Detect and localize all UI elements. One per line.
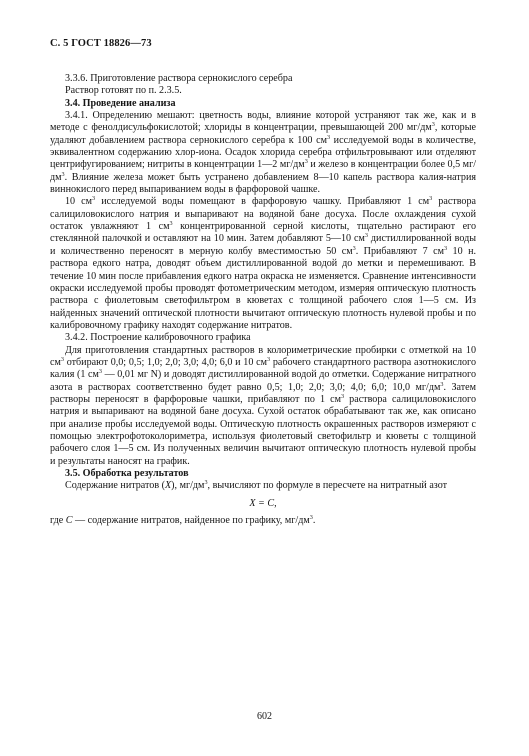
formula: X = C, <box>249 497 277 509</box>
paragraph: 3.4.1. Определению мешают: цветность воды, влияние которой устраняют так же, как и в методе с фенолдисульфокислотой; хлориды в концентрации, превышающей 200 $мг/дм^3$, которые удаляют добавлением раствора сернокислого серебра к 100 $см^3$ исследуемой воды в количестве, эквивалентном содержанию хлор-иона. Осадок хлорида серебра отфильтровывают или отделяют центрифугированием; нитриты в концентрации 1—2 $мг/дм^3$ и железо в концентрации более 0,5 $мг/дм^3$. Влияние железа может быть устранено добавлением 8—10 капель раствора калия-натрия виннокислого перед выпариванием воды в фарфоровой чашке. <box>50 110 477 196</box>
paragraph: где C — содержание нитратов, найденное по графику, $мг/дм^3$. <box>50 514 316 527</box>
paragraph: 3.4.2. Построение калибровочного графика <box>65 332 251 344</box>
paragraph: Содержание нитратов (X), $мг/дм^3$, вычисляют по формуле в пересчете на нитратный азот <box>65 479 448 492</box>
page-number: 602 <box>257 711 272 722</box>
paragraph: 10 $см^3$ исследуемой воды помещают в фарфоровую чашку. Прибавляют 1 $см^3$ раствора салициловокислого натрия и выпаривают на водяной бане досуха. После охлаждения сухой остаток увлажняют 1 $см^3$ концентрированной серной кислоты, тщательно растирают его стеклянной палочкой и оставляют на 10 мин. Затем добавляют 5—10 $см^3$ дистиллированной воды и количественно переносят в мерную колбу вместимостью 50 $см^3$. Прибавляют 7 $см^3$ 10 н. раствора едкого натра, доводят объем дистиллированной водой до метки и перемешивают. В течение 10 мин после прибавления едкого натра окраска не изменяется. Сравнение интенсивности окраски исследуемой пробы проводят фотометрическим методом, измеряя оптическую плотность раствора с фиолетовым светофильтром в кюветах с толщиной рабочего слоя 1—5 см. Из найденных значений оптической плотности вычитают оптическую плотность нулевой пробы и по калибровочному графику находят содержание нитратов. <box>50 195 476 331</box>
paragraph: 3.3.6. Приготовление раствора сернокислого серебра <box>65 73 293 84</box>
paragraph: Для приготовления стандартных растворов в колориметрические пробирки с отметкой на 10 $см^3$ отбирают 0,0; 0,5; 1,0; 2,0; 3,0; 4,0; 6,0 и 10 $см^3$ рабочего стандартного раствора азотнокислого калия (1 $см^3$ — 0,01 мг N) и доводят дистиллированной водой до отметки. Содержание нитратного азота в растворах соответственно будет равно 0,5; 1,0; 2,0; 3,0; 4,0; 6,0; 10,0 $мг/дм^3$. Затем растворы переносят в фарфоровые чашки, прибавляют по 1 $см^3$ раствора салициловокислого натрия и выпаривают на водяной бане досуха. Сухой остаток обрабатывают так же, как описано при анализе пробы исследуемой воды. Оптическую плотность окрашенных растворов измеряют с помощью электрофотоколориметра, используя фиолетовый светофильтр и кюветы с толщиной рабочего слоя 1—5 см. Из полученных величин вычитают оптическую плотность нулевой пробы и результаты наносят на график. <box>50 344 476 467</box>
paragraph: Раствор готовят по п. 2.3.5. <box>65 85 182 97</box>
page-header: С. 5 ГОСТ 18826—73 <box>50 38 152 49</box>
document-body <box>50 73 476 527</box>
section-heading: 3.4. Проведение анализа <box>65 97 176 109</box>
section-heading: 3.5. Обработка результатов <box>65 468 189 479</box>
